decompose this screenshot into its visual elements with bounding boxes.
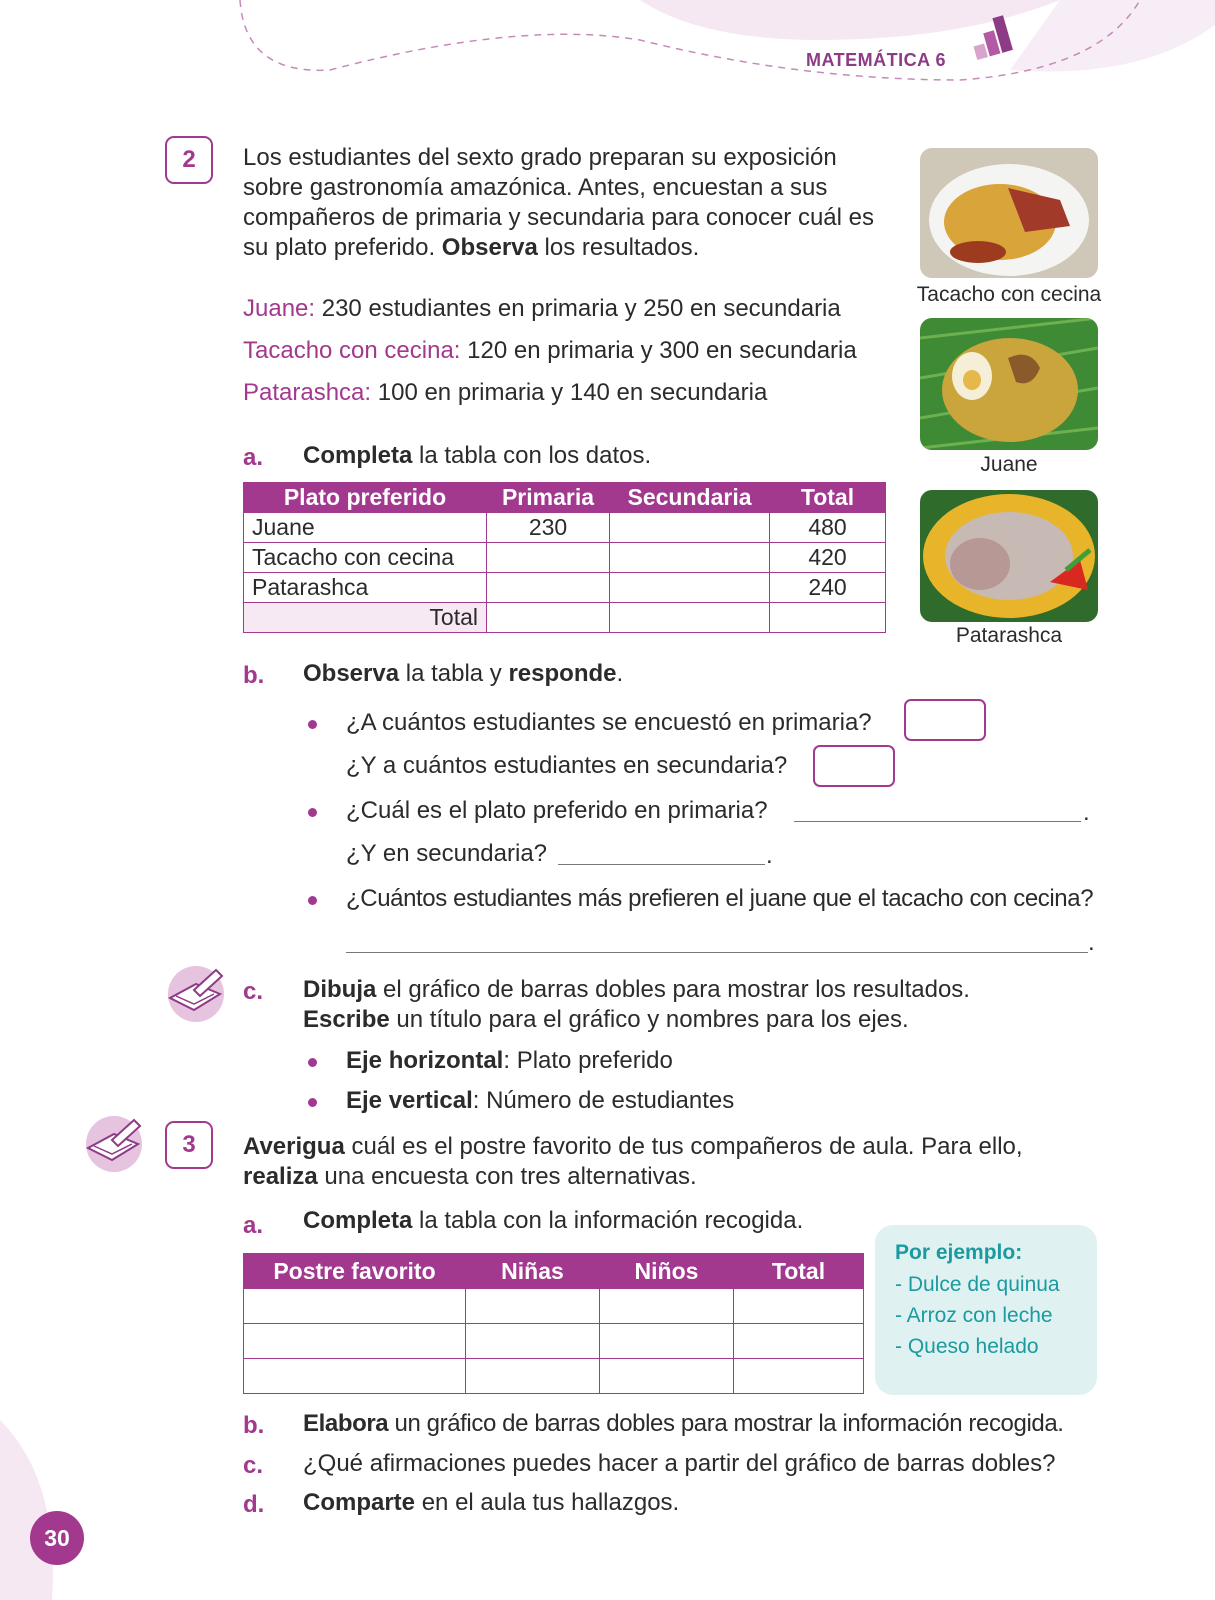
table-cell-input[interactable] bbox=[600, 1359, 734, 1394]
book-title: MATEMÁTICA 6 bbox=[806, 50, 946, 70]
q3-c-instruction: ¿Qué afirmaciones puedes hacer a partir del gráfico de barras dobles? bbox=[303, 1450, 1056, 1477]
example-item: - Queso helado bbox=[895, 1335, 1039, 1358]
table-cell-input[interactable] bbox=[244, 1324, 466, 1359]
q2-b-question-1b: ¿Y a cuántos estudiantes en secundaria? bbox=[346, 752, 788, 779]
table-total-label: Total bbox=[244, 603, 487, 633]
table-cell: Juane bbox=[244, 513, 487, 543]
table-cell: 230 bbox=[487, 513, 610, 543]
table-cell-input[interactable] bbox=[610, 513, 770, 543]
period-text: . bbox=[1088, 929, 1095, 956]
table-cell-input[interactable] bbox=[770, 603, 886, 633]
table-cell-input[interactable] bbox=[600, 1289, 734, 1324]
bullet-icon bbox=[308, 896, 317, 905]
example-item: - Arroz con leche bbox=[895, 1304, 1053, 1327]
q3-d-letter: d. bbox=[243, 1491, 265, 1518]
question-number-2: 2 bbox=[165, 136, 213, 184]
q3-c-letter: c. bbox=[243, 1452, 264, 1479]
table-header: Niñas bbox=[466, 1254, 600, 1289]
table-header: Primaria bbox=[487, 483, 610, 513]
q2-a-letter: a. bbox=[243, 444, 264, 471]
bullet-icon bbox=[308, 1058, 317, 1067]
table-cell: Tacacho con cecina bbox=[244, 543, 487, 573]
q2-b-question-1: ¿A cuántos estudiantes se encuestó en primaria? bbox=[346, 709, 872, 736]
table-row bbox=[244, 603, 886, 633]
q2-b-question-3: ¿Cuántos estudiantes más prefieren el juane que el tacacho con cecina? bbox=[346, 885, 1094, 912]
fact-tacacho: Tacacho con cecina: 120 en primaria y 300 en secundaria bbox=[243, 337, 857, 364]
table-row bbox=[244, 1289, 864, 1324]
table-cell-input[interactable] bbox=[734, 1324, 864, 1359]
dish-table bbox=[243, 482, 886, 633]
example-box bbox=[875, 1225, 1097, 1395]
table-cell-input[interactable] bbox=[610, 573, 770, 603]
q3-d-instruction: Comparte en el aula tus hallazgos. bbox=[303, 1489, 680, 1516]
photo-caption-tacacho: Tacacho con cecina bbox=[916, 283, 1102, 306]
q2-b-question-2: ¿Cuál es el plato preferido en primaria? bbox=[346, 797, 768, 824]
table-cell: 240 bbox=[770, 573, 886, 603]
q2-b-letter: b. bbox=[243, 662, 265, 689]
q3-a-instruction: Completa la tabla con la información recogida. bbox=[303, 1207, 804, 1234]
q3-b-instruction: Elabora un gráfico de barras dobles para mostrar la información recogida. bbox=[303, 1410, 1064, 1437]
period-text: . bbox=[766, 842, 773, 869]
table-cell-input[interactable] bbox=[734, 1359, 864, 1394]
table-cell: 420 bbox=[770, 543, 886, 573]
fact-juane: Juane: 230 estudiantes en primaria y 250 en secundaria bbox=[243, 295, 841, 322]
dessert-table bbox=[243, 1253, 864, 1394]
table-header: Niños bbox=[600, 1254, 734, 1289]
table-row bbox=[244, 543, 886, 573]
header-decoration bbox=[0, 0, 1215, 110]
table-header: Plato preferido bbox=[244, 483, 487, 513]
answer-line[interactable] bbox=[558, 864, 765, 865]
table-cell-input[interactable] bbox=[487, 603, 610, 633]
q3-b-letter: b. bbox=[243, 1412, 265, 1439]
table-cell-input[interactable] bbox=[244, 1359, 466, 1394]
q2-a-instruction: Completa la tabla con los datos. bbox=[303, 442, 652, 469]
table-cell: 480 bbox=[770, 513, 886, 543]
answer-box-secundaria[interactable] bbox=[813, 745, 895, 787]
table-cell-input[interactable] bbox=[487, 573, 610, 603]
table-cell-input[interactable] bbox=[466, 1359, 600, 1394]
photo-patarashca bbox=[920, 490, 1098, 622]
table-header: Total bbox=[770, 483, 886, 513]
table-row bbox=[244, 1324, 864, 1359]
q2-c-letter: c. bbox=[243, 978, 264, 1005]
bullet-icon bbox=[308, 808, 317, 817]
q3-intro: Averigua cuál es el postre favorito de tus compañeros de aula. Para ello, realiza una encuesta con tres alternativas. bbox=[243, 1133, 1023, 1190]
table-cell-input[interactable] bbox=[466, 1324, 600, 1359]
answer-line[interactable] bbox=[794, 821, 1081, 822]
period-text: . bbox=[1083, 799, 1090, 826]
table-cell-input[interactable] bbox=[734, 1289, 864, 1324]
example-title: Por ejemplo: bbox=[895, 1241, 1023, 1264]
photo-caption-patarashca: Patarashca bbox=[955, 624, 1063, 647]
table-cell-input[interactable] bbox=[610, 543, 770, 573]
bullet-icon bbox=[308, 720, 317, 729]
example-item: - Dulce de quinua bbox=[895, 1273, 1060, 1296]
q2-b-instruction: Observa la tabla y responde. bbox=[303, 660, 624, 687]
table-header: Total bbox=[734, 1254, 864, 1289]
table-cell-input[interactable] bbox=[610, 603, 770, 633]
photo-tacacho bbox=[920, 148, 1098, 278]
writing-notebook-icon bbox=[164, 964, 228, 1024]
fact-patarashca: Patarashca: 100 en primaria y 140 en secundaria bbox=[243, 379, 768, 406]
q2-c-instruction: Dibuja el gráfico de barras dobles para mostrar los resultados. Escribe un título para el gráfico y nombres para los ejes. bbox=[303, 976, 970, 1033]
table-cell: Patarashca bbox=[244, 573, 487, 603]
question-number-3: 3 bbox=[165, 1121, 213, 1169]
table-cell-input[interactable] bbox=[600, 1324, 734, 1359]
q2-intro: Los estudiantes del sexto grado preparan su exposición sobre gastronomía amazónica. Antes, encuestan a sus compañeros de primaria y secundaria para conocer cuál es su plato preferido. Observa los resultados. bbox=[243, 144, 874, 261]
answer-box-primaria[interactable] bbox=[904, 699, 986, 741]
writing-notebook-icon bbox=[82, 1114, 146, 1174]
photo-juane bbox=[920, 318, 1098, 450]
q2-b-question-2b: ¿Y en secundaria? bbox=[346, 840, 548, 867]
table-cell-input[interactable] bbox=[244, 1289, 466, 1324]
table-header: Secundaria bbox=[610, 483, 770, 513]
q3-a-letter: a. bbox=[243, 1212, 264, 1239]
table-row bbox=[244, 513, 886, 543]
bullet-icon bbox=[308, 1098, 317, 1107]
photo-caption-juane: Juane bbox=[980, 453, 1038, 476]
table-cell-input[interactable] bbox=[487, 543, 610, 573]
footer-decoration bbox=[0, 1420, 70, 1600]
table-row bbox=[244, 1359, 864, 1394]
axis-horizontal-text: Eje horizontal: Plato preferido bbox=[346, 1047, 673, 1074]
axis-vertical-text: Eje vertical: Número de estudiantes bbox=[346, 1087, 735, 1114]
bar-chart-logo-icon bbox=[968, 12, 1024, 64]
table-row bbox=[244, 573, 886, 603]
table-header: Postre favorito bbox=[244, 1254, 466, 1289]
table-cell-input[interactable] bbox=[466, 1289, 600, 1324]
page-number: 30 bbox=[30, 1511, 84, 1565]
answer-line[interactable] bbox=[346, 952, 1088, 953]
